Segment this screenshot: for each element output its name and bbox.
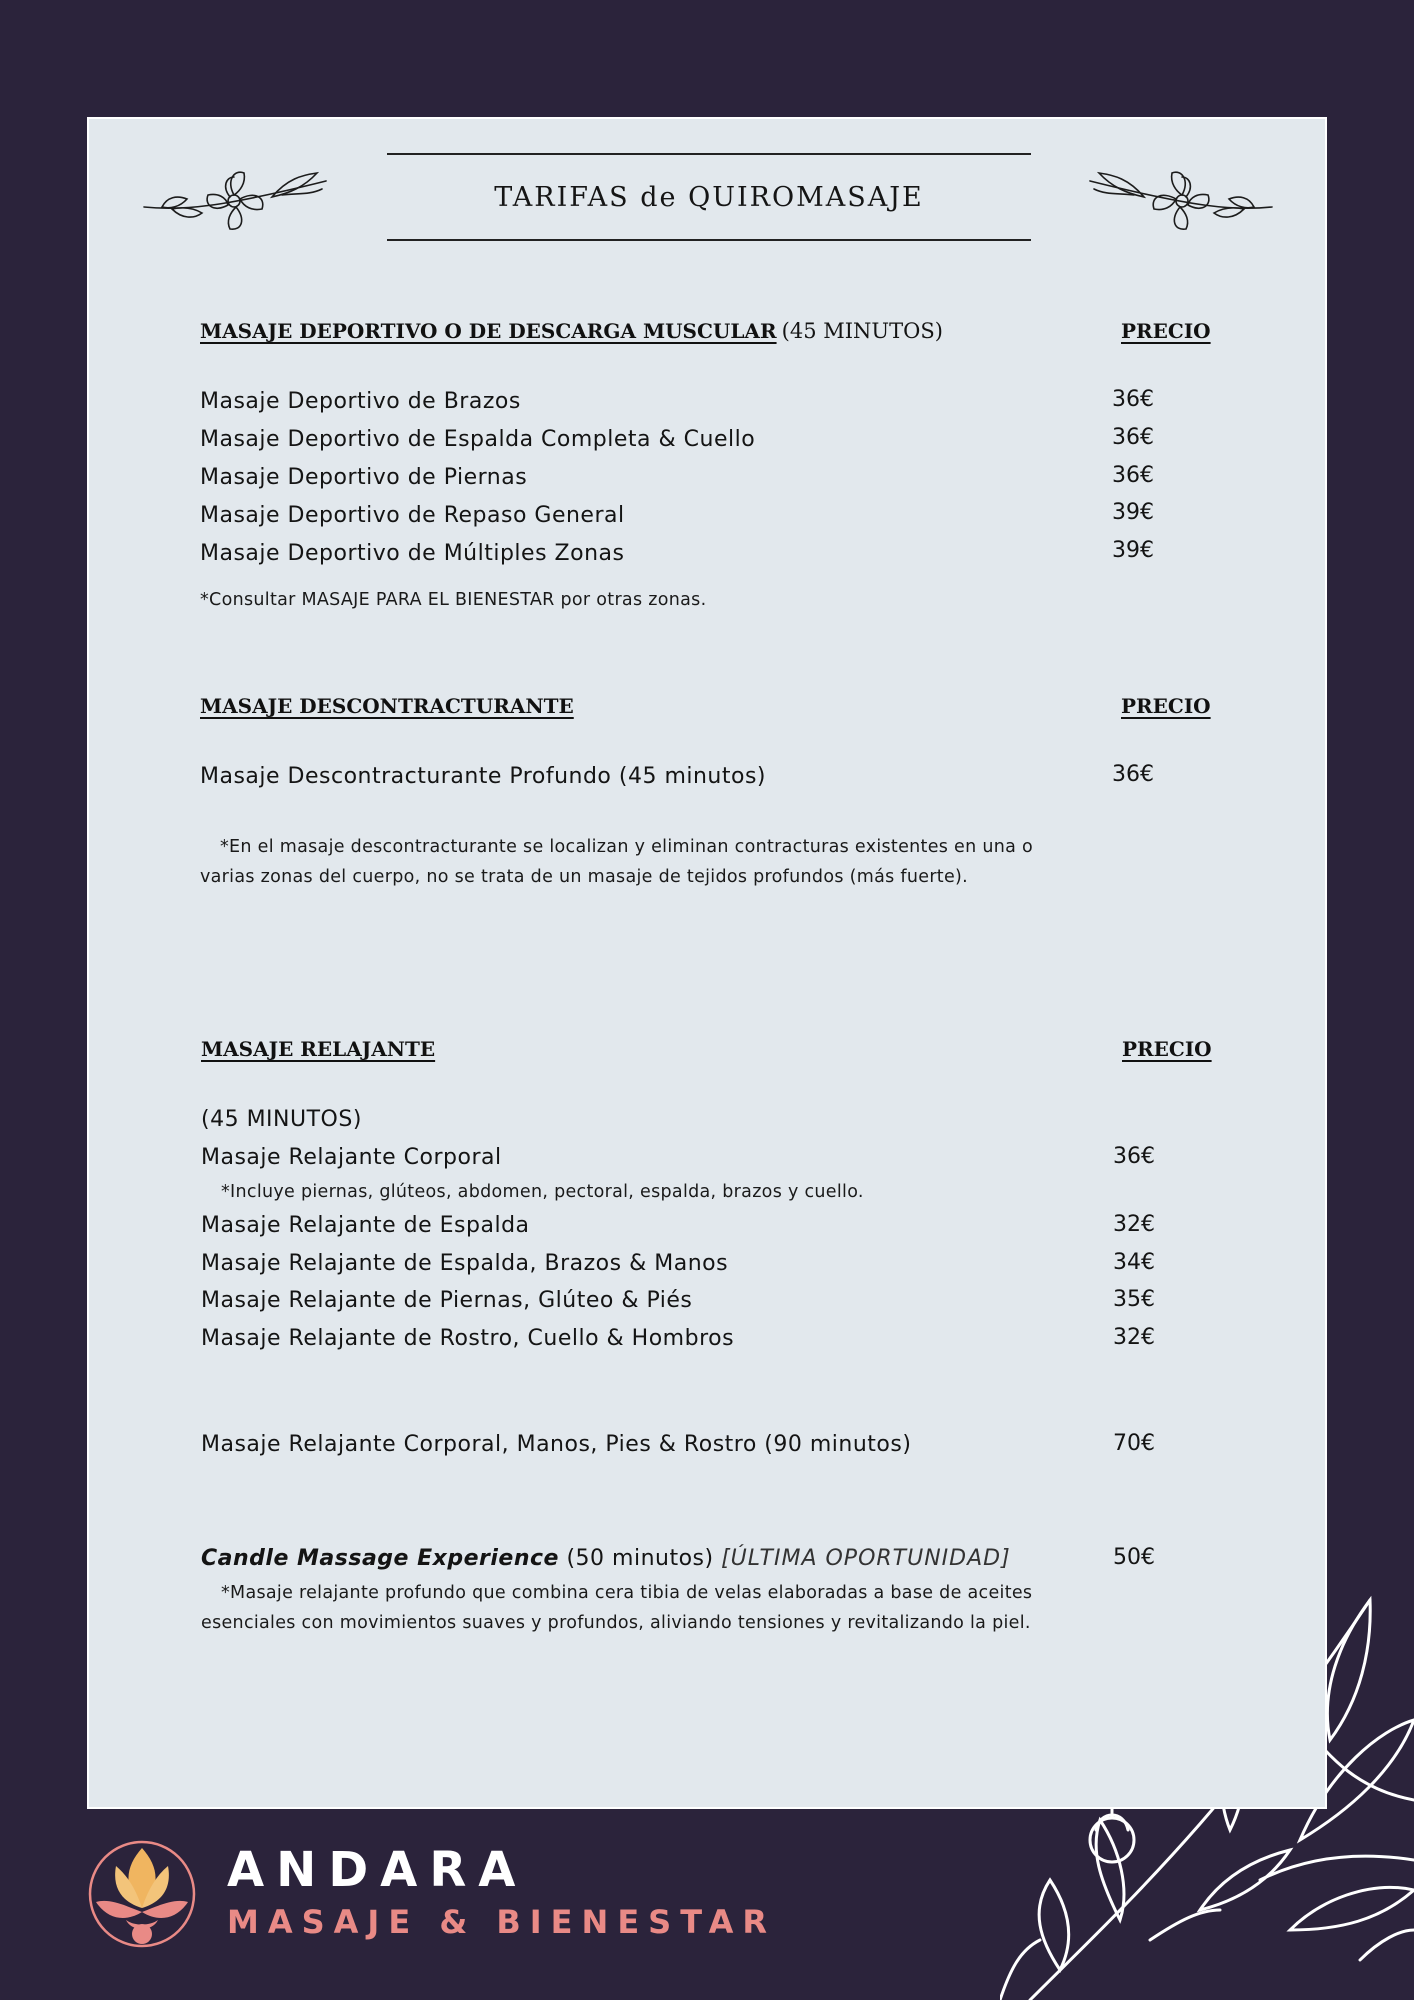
candle-duration: (50 minutos)	[566, 1546, 714, 1571]
item-price: 36€	[1112, 762, 1154, 787]
item-price: 36€	[1112, 463, 1154, 488]
section-heading-text: MASAJE DEPORTIVO O DE DESCARGA MUSCULAR	[200, 319, 777, 343]
item-price: 39€	[1112, 500, 1154, 525]
list-item: Masaje Deportivo de Piernas	[200, 465, 528, 490]
flower-sprig-icon	[1088, 167, 1274, 237]
section-relajante-heading: MASAJE RELAJANTE	[201, 1037, 436, 1061]
list-item: Masaje Relajante de Espalda	[201, 1213, 530, 1238]
candle-name: Candle Massage Experience	[201, 1546, 559, 1571]
list-item: Masaje Relajante de Espalda, Brazos & Manos	[201, 1251, 729, 1276]
lotus-logo-icon	[86, 1836, 198, 1952]
list-item: Masaje Relajante Corporal, Manos, Pies & Rostro (90 minutos)	[201, 1432, 912, 1457]
price-header: PRECIO	[1122, 1037, 1212, 1061]
section-note: *En el masaje descontracturante se localizan y eliminan contracturas existentes en una o varias zonas del cuerpo, no se trata de un masaje de tejidos profundos (más fuerte).	[200, 837, 1034, 887]
candle-note: *Masaje relajante profundo que combina cera tibia de velas elaboradas a base de aceites esenciales con movimientos suaves y profundos, aliviando tensiones y revitalizando la piel.	[201, 1583, 1033, 1633]
section-subheading: (45 MINUTOS)	[781, 319, 943, 343]
page-title: TARIFAS de QUIROMASAJE	[494, 181, 924, 213]
price-header: PRECIO	[1121, 319, 1211, 343]
item-price: 36€	[1113, 1144, 1155, 1169]
candle-item	[201, 1546, 1011, 1571]
list-item: Masaje Relajante de Piernas, Glúteo & Piés	[201, 1288, 693, 1313]
section-duration: (45 MINUTOS)	[201, 1107, 362, 1132]
item-price: 39€	[1112, 538, 1154, 563]
item-price: 70€	[1113, 1431, 1155, 1456]
list-item: Masaje Deportivo de Espalda Completa & Cuello	[200, 427, 756, 452]
price-header: PRECIO	[1121, 694, 1211, 718]
list-item: Masaje Deportivo de Repaso General	[200, 503, 625, 528]
item-price: 36€	[1112, 425, 1154, 450]
price-card	[87, 117, 1327, 1809]
list-item: Masaje Deportivo de Múltiples Zonas	[200, 541, 625, 566]
candle-tag: [ÚLTIMA OPORTUNIDAD]	[721, 1546, 1011, 1571]
section-deportivo-heading	[200, 319, 943, 343]
item-price: 32€	[1113, 1325, 1155, 1350]
list-item: Masaje Deportivo de Brazos	[200, 389, 521, 414]
item-note: *Incluye piernas, glúteos, abdomen, pectoral, espalda, brazos y cuello.	[221, 1182, 864, 1202]
item-price: 34€	[1113, 1250, 1155, 1275]
section-note: *Consultar MASAJE PARA EL BIENESTAR por otras zonas.	[200, 590, 707, 610]
section-descontracturante-heading: MASAJE DESCONTRACTURANTE	[200, 694, 574, 718]
flower-sprig-icon	[142, 167, 328, 237]
list-item: Masaje Descontracturante Profundo (45 minutos)	[200, 764, 767, 789]
item-price: 36€	[1112, 387, 1154, 412]
list-item: Masaje Relajante de Rostro, Cuello & Hombros	[201, 1326, 735, 1351]
list-item: Masaje Relajante Corporal	[201, 1145, 502, 1170]
item-price: 35€	[1113, 1287, 1155, 1312]
item-price: 50€	[1113, 1545, 1155, 1570]
item-price: 32€	[1113, 1212, 1155, 1237]
brand-name: ANDARA	[227, 1842, 528, 1898]
title-frame	[387, 153, 1031, 241]
brand-tagline: MASAJE & BIENESTAR	[227, 1903, 776, 1941]
